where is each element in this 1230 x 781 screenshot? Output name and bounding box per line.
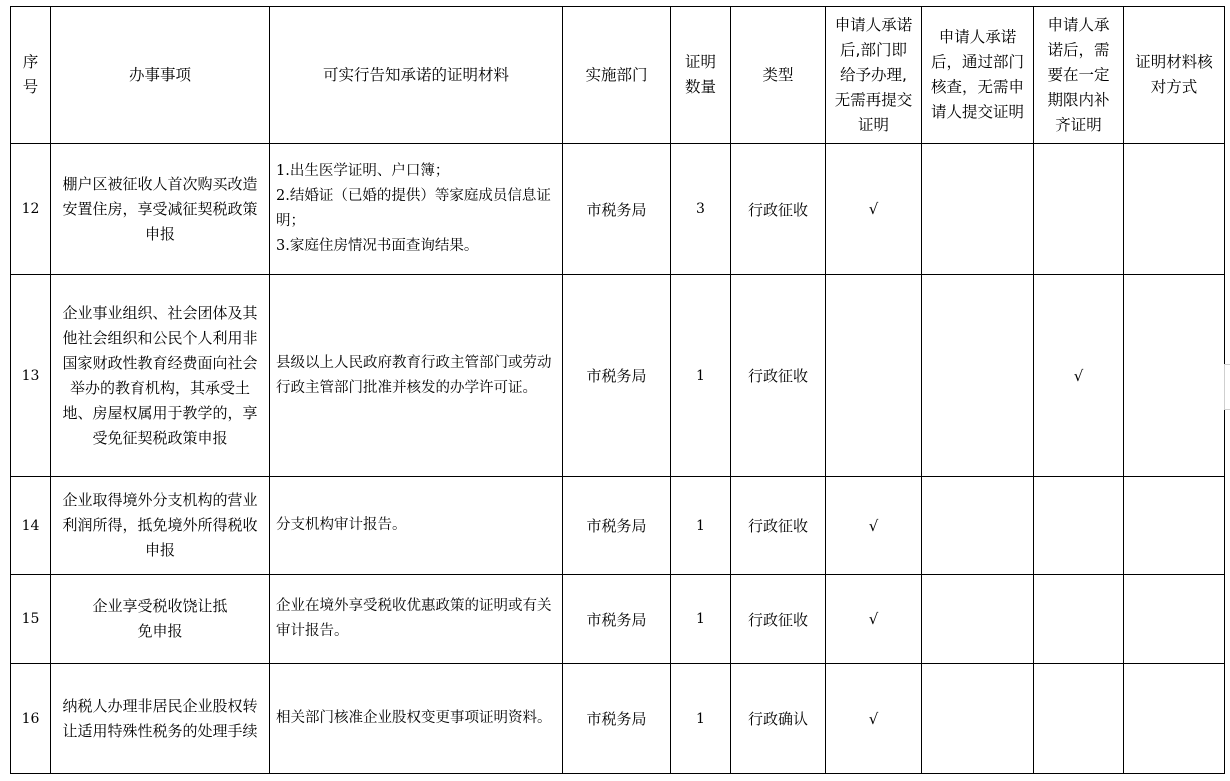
row-opt1-check: [826, 275, 922, 477]
row-type: 行政征收: [731, 477, 826, 575]
row-seq: 16: [11, 664, 51, 774]
row-opt1-check: √: [826, 144, 922, 275]
row-item: 企业享受税收饶让抵免申报: [51, 575, 270, 664]
row-verify: [1124, 575, 1225, 664]
material-line: 2.结婚证（已婚的提供）等家庭成员信息证明；: [276, 188, 551, 229]
material-line: 3.家庭住房情况书面查询结果。: [276, 238, 479, 254]
header-verify: 证明材料核对方式: [1124, 7, 1225, 144]
material-line: 分支机构审计报告。: [276, 517, 407, 533]
header-seq: 序号: [11, 7, 51, 144]
material-line: 相关部门核准企业股权变更事项证明资料。: [276, 710, 552, 726]
row-opt3-check: [1034, 477, 1124, 575]
row-verify: [1124, 477, 1225, 575]
row-count: 1: [671, 477, 731, 575]
row-dept: 市税务局: [563, 144, 671, 275]
row-opt2-check: [922, 275, 1034, 477]
header-item: 办事事项: [51, 7, 270, 144]
row-materials: [270, 664, 563, 774]
row-opt1-check: √: [826, 664, 922, 774]
row-type: 行政征收: [731, 575, 826, 664]
row-opt3-check: √: [1034, 275, 1124, 477]
row-opt2-check: [922, 575, 1034, 664]
table-row: [11, 477, 1225, 575]
header-type: 类型: [731, 7, 826, 144]
row-count: 1: [671, 664, 731, 774]
row-materials: [270, 477, 563, 575]
row-opt2-check: [922, 144, 1034, 275]
row-opt3-check: [1034, 575, 1124, 664]
row-dept: 市税务局: [563, 275, 671, 477]
row-item: 纳税人办理非居民企业股权转让适用特殊性税务的处理手续: [51, 664, 270, 774]
row-opt3-check: [1034, 144, 1124, 275]
row-dept: 市税务局: [563, 664, 671, 774]
material-line: 1.出生医学证明、户口簿；: [276, 163, 450, 179]
row-dept: 市税务局: [563, 575, 671, 664]
header-dept: 实施部门: [563, 7, 671, 144]
row-item: 棚户区被征收人首次购买改造安置住房，享受减征契税政策申报: [51, 144, 270, 275]
material-line: 企业在境外享受税收优惠政策的证明或有关审计报告。: [276, 598, 552, 639]
row-opt2-check: [922, 477, 1034, 575]
row-item: 企业取得境外分支机构的营业利润所得，抵免境外所得税收申报: [51, 477, 270, 575]
header-count: 证明数量: [671, 7, 731, 144]
row-materials: [270, 275, 563, 477]
row-verify: [1124, 275, 1225, 477]
row-seq: 12: [11, 144, 51, 275]
row-type: 行政确认: [731, 664, 826, 774]
row-opt1-check: √: [826, 575, 922, 664]
header-opt1: 申请人承诺后,部门即给予办理,无需再提交证明: [826, 7, 922, 144]
header-opt2: 申请人承诺后，通过部门核查，无需申请人提交证明: [922, 7, 1034, 144]
row-opt2-check: [922, 664, 1034, 774]
row-count: 1: [671, 575, 731, 664]
row-count: 1: [671, 275, 731, 477]
header-row: [11, 7, 1225, 144]
table-row: [11, 575, 1225, 664]
row-verify: [1124, 144, 1225, 275]
row-seq: 13: [11, 275, 51, 477]
row-materials: [270, 144, 563, 275]
material-line: 县级以上人民政府教育行政主管部门或劳动行政主管部门批准并核发的办学许可证。: [276, 354, 552, 396]
header-opt3: 申请人承诺后，需要在一定期限内补齐证明: [1034, 7, 1124, 144]
row-count: 3: [671, 144, 731, 275]
row-dept: 市税务局: [563, 477, 671, 575]
row-seq: 15: [11, 575, 51, 664]
row-opt3-check: [1034, 664, 1124, 774]
row-opt1-check: √: [826, 477, 922, 575]
header-materials: 可实行告知承诺的证明材料: [270, 7, 563, 144]
scroll-edge-marker: [1224, 364, 1230, 410]
row-materials: [270, 575, 563, 664]
row-type: 行政征收: [731, 144, 826, 275]
row-type: 行政征收: [731, 275, 826, 477]
row-item: 企业事业组织、社会团体及其他社会组织和公民个人利用非国家财政性教育经费面向社会举办的教育机构，其承受土地、房屋权属用于教学的，享受免征契税政策申报: [51, 275, 270, 477]
row-seq: 14: [11, 477, 51, 575]
table-row: [11, 275, 1225, 477]
table-row: [11, 664, 1225, 774]
row-verify: [1124, 664, 1225, 774]
certification-table: [10, 6, 1225, 774]
table-row: [11, 144, 1225, 275]
